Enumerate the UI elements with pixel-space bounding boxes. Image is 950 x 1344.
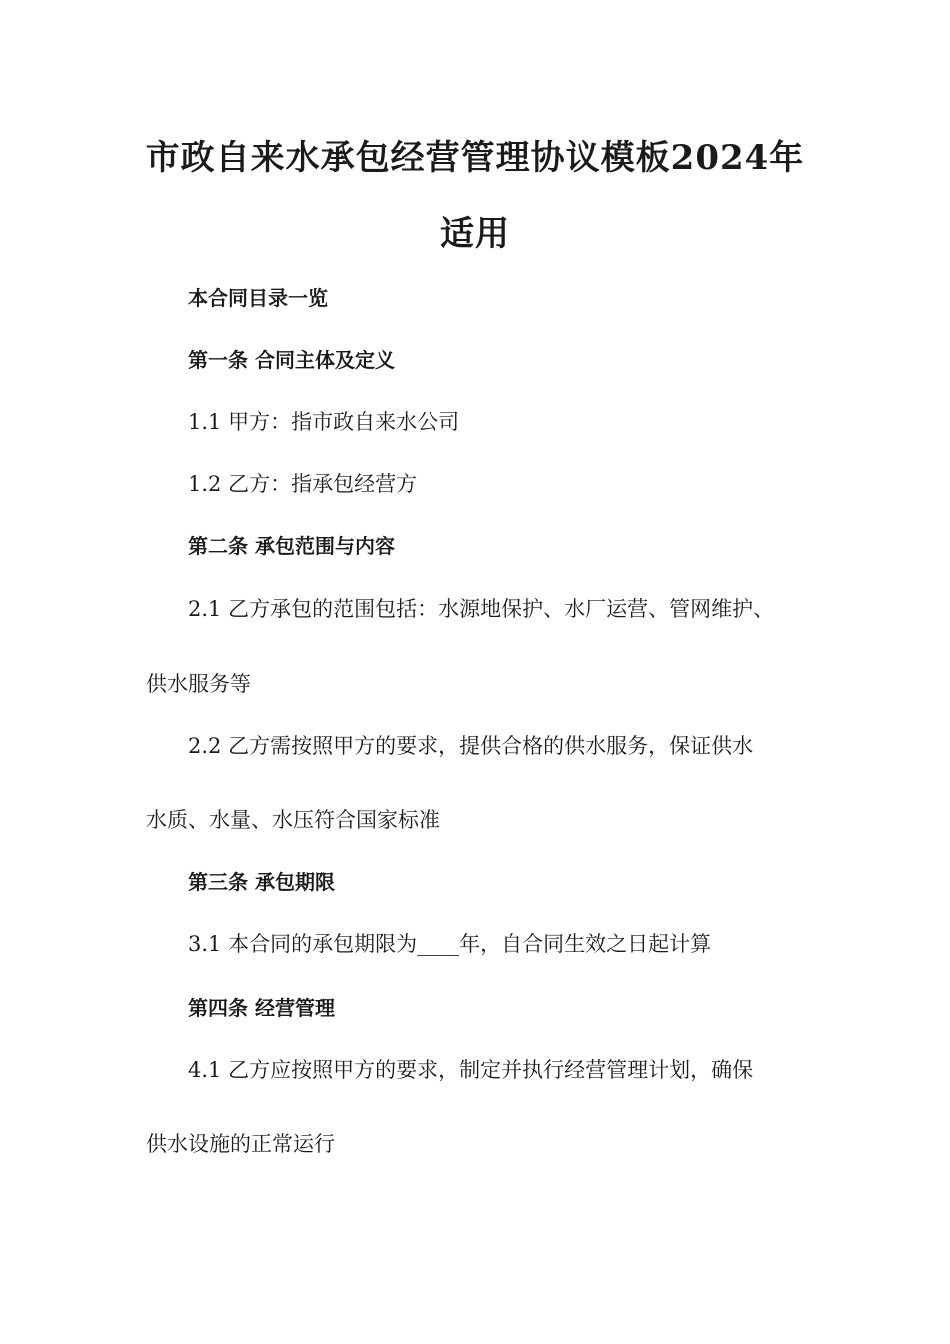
clause-1-1: 1.1 甲方：指市政自来水公司 (188, 410, 460, 434)
clause-1-2: 1.2 乙方：指承包经营方 (188, 472, 418, 496)
clause-2-1-line2: 供水服务等 (146, 672, 251, 696)
article-4-heading: 第四条 经营管理 (188, 996, 335, 1020)
clause-4-1-line1: 4.1 乙方应按照甲方的要求，制定并执行经营管理计划，确保 (188, 1058, 754, 1082)
toc-heading: 本合同目录一览 (188, 286, 328, 310)
clause-2-1-line1: 2.1 乙方承包的范围包括：水源地保护、水厂运营、管网维护、 (188, 597, 775, 621)
document-title-line1: 市政自来水承包经营管理协议模板2024年 (145, 138, 805, 178)
clause-4-1-line2: 供水设施的正常运行 (146, 1132, 335, 1156)
article-1-heading: 第一条 合同主体及定义 (188, 348, 395, 372)
article-3-heading: 第三条 承包期限 (188, 870, 335, 894)
clause-2-2-line2: 水质、水量、水压符合国家标准 (146, 808, 440, 832)
clause-2-2-line1: 2.2 乙方需按照甲方的要求，提供合格的供水服务，保证供水 (188, 734, 754, 758)
document-title-line2: 适用 (440, 214, 510, 254)
article-2-heading: 第二条 承包范围与内容 (188, 534, 395, 558)
clause-3-1: 3.1 本合同的承包期限为____年，自合同生效之日起计算 (188, 932, 712, 956)
